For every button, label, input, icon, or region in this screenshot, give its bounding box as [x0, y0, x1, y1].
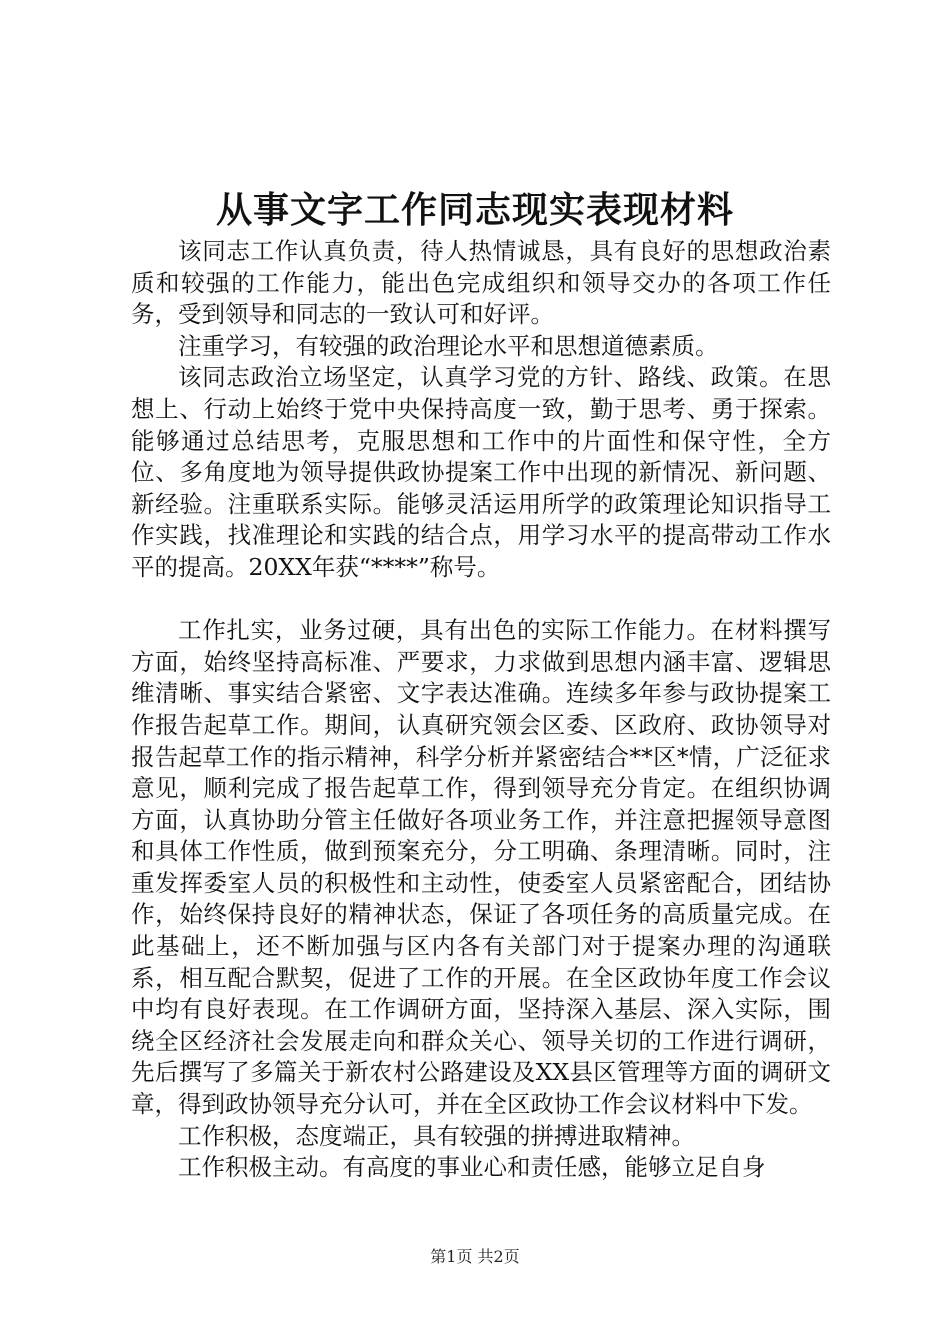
paragraph-intro: 该同志工作认真负责，待人热情诚恳，具有良好的思想政治素质和较强的工作能力，能出色完成组织和领导交办的各项工作任务，受到领导和同志的一致认可和好评。	[131, 237, 831, 329]
document-title: 从事文字工作同志现实表现材料	[215, 189, 734, 231]
paragraph-work-detail: 工作扎实，业务过硬，具有出色的实际工作能力。在材料撰写方面，始终坚持高标准、严要求，力求做到思想内涵丰富、逻辑思维清晰、事实结合紧密、文字表达准确。连续多年参与政协提案工作报告起草工作。期间，认真研究领会区委、区政府、政协领导对报告起草工作的指示精神，科学分析并紧密结合**区*情，广泛征求意见，顺利完成了报告起草工作，得到领导充分肯定。在组织协调方面，认真协助分管主任做好各项业务工作，并注意把握领导意图和具体工作性质，做到预案充分，分工明确、条理清晰。同时，注重发挥委室人员的积极性和主动性，使委室人员紧密配合，团结协作，始终保持良好的精神状态，保证了各项任务的高质量完成。在此基础上，还不断加强与区内各有关部门对于提案办理的沟通联系，相互配合默契，促进了工作的开展。在全区政协年度工作会议中均有良好表现。在工作调研方面，坚持深入基层、深入实际，围绕全区经济社会发展走向和群众关心、领导关切的工作进行调研，先后撰写了多篇关于新农村公路建设及XX县区管理等方面的调研文章，得到政协领导充分认可，并在全区政协工作会议材料中下发。	[131, 616, 831, 1119]
document-body	[131, 236, 831, 1184]
paragraph-study-detail: 该同志政治立场坚定，认真学习党的方针、路线、政策。在思想上、行动上始终于党中央保持高度一致，勤于思考、勇于探索。能够通过总结思考，克服思想和工作中的片面性和保守性，全方位、多角度地为领导提供政协提案工作中出现的新情况、新问题、新经验。注重联系实际。能够灵活运用所学的政策理论知识指导工作实践，找准理论和实践的结合点，用学习水平的提高带动工作水平的提高。20XX年获“****”称号。	[131, 363, 831, 581]
page-footer: 第1页 共2页	[430, 1247, 520, 1266]
paragraph-study-heading: 注重学习，有较强的政治理论水平和思想道德素质。	[178, 331, 719, 360]
paragraph-attitude-detail: 工作积极主动。有高度的事业心和责任感，能够立足自身	[178, 1153, 766, 1182]
paragraph-attitude-heading: 工作积极，态度端正，具有较强的拼搏进取精神。	[178, 1121, 695, 1150]
